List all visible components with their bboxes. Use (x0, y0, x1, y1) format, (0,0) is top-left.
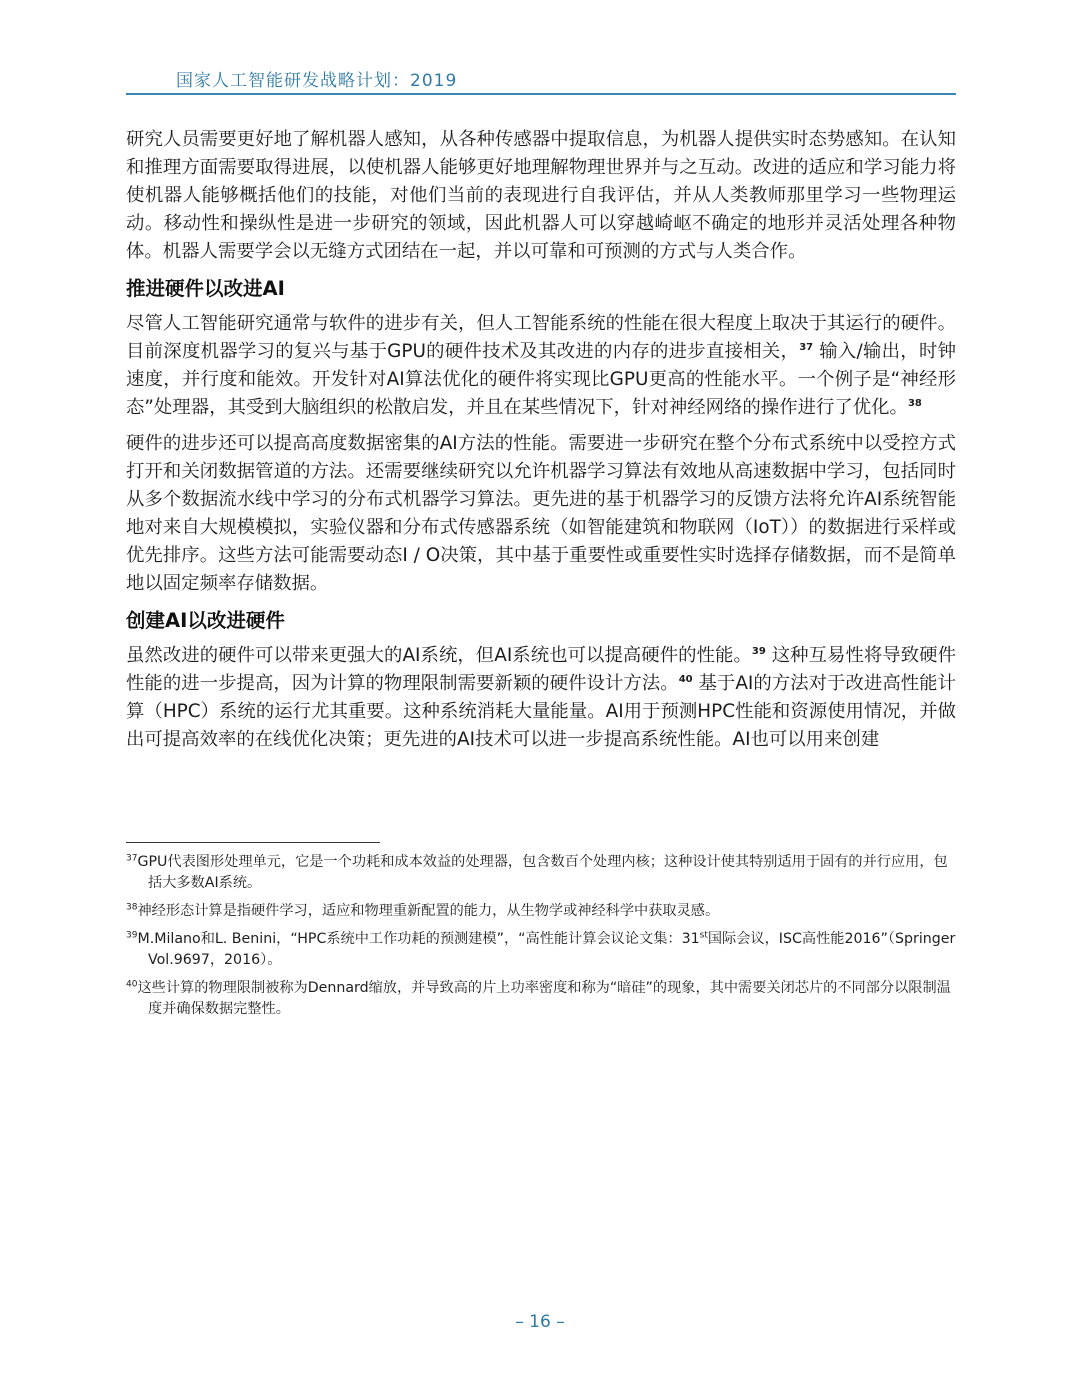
footnote-number: 40 (126, 979, 138, 990)
footnote-ref-39[interactable]: 39 (751, 645, 766, 657)
paragraph-hardware-performance (126, 310, 956, 422)
paragraph-text: 尽管人工智能研究通常与软件的进步有关，但人工智能系统的性能在很大程度上取决于其运行的硬件。目前深度机器学习的复兴与基于GPU的硬件技术及其改进的内存的进步直接相关， (126, 313, 956, 362)
section-heading-hardware-for-ai: 推进硬件以改进AI (126, 277, 285, 300)
section-heading-ai-for-hardware: 创建AI以改进硬件 (126, 609, 285, 632)
running-header: 国家人工智能研发战略计划：2019 (176, 71, 458, 91)
footnote-39 (126, 929, 956, 971)
footnote-number: 37 (126, 853, 138, 864)
footnotes (126, 852, 956, 1027)
page-number: – 16 – (515, 1312, 565, 1332)
paragraph-text: 这种互易性将导致硬件性能的进一步提高，因为计算的物理限制需要新颖的硬件设计方法。 (126, 645, 956, 694)
footnote-text: 国际会议，ISC高性能2016”（Springer Vol.9697，2016）。 (148, 931, 956, 968)
paragraph-data-intensive: 硬件的进步还可以提高高度数据密集的AI方法的性能。需要进一步研究在整个分布式系统中以受控方式打开和关闭数据管道的方法。还需要继续研究以允许机器学习算法有效地从高速数据中学习，包括同时从多个数据流水线中学习的分布式机器学习算法。更先进的基于机器学习的反馈方法将允许AI系统智能地对来自大规模模拟，实验仪器和分布式传感器系统（如智能建筑和物联网（IoT））的数据进行采样或优先排序。这些方法可能需要动态I / O决策，其中基于重要性或重要性实时选择存储数据，而不是简单地以固定频率存储数据。 (126, 433, 956, 594)
footnote-ref-37[interactable]: 37 (799, 341, 814, 353)
footnote-40 (126, 978, 956, 1020)
footnote-separator (126, 842, 380, 843)
footnote-number: 39 (126, 930, 138, 941)
paragraph-text: 输入/输出，时钟速度，并行度和能效。开发针对AI算法优化的硬件将实现比GPU更高的性能水平。一个例子是“神经形态”处理器，其受到大脑组织的松散启发，并且在某些情况下，针对神经网络的操作进行了优化。 (126, 341, 956, 418)
paragraph-robotics: 研究人员需要更好地了解机器人感知，从各种传感器中提取信息，为机器人提供实时态势感知。在认知和推理方面需要取得进展，以使机器人能够更好地理解物理世界并与之互动。改进的适应和学习能力将使机器人能够概括他们的技能，对他们当前的表现进行自我评估，并从人类教师那里学习一些物理运动。移动性和操纵性是进一步研究的领域，因此机器人可以穿越崎岖不确定的地形并灵活处理各种物体。机器人需要学会以无缝方式团结在一起，并以可靠和可预测的方式与人类合作。 (126, 129, 956, 262)
footnote-text: GPU代表图形处理单元，它是一个功耗和成本效益的处理器，包含数百个处理内核；这种设计使其特别适用于固有的并行应用，包括大多数AI系统。 (137, 854, 948, 891)
footnote-ref-38[interactable]: 38 (907, 397, 922, 409)
footnote-number: 38 (126, 902, 138, 913)
header-rule (126, 93, 956, 95)
ordinal-suffix: st (699, 930, 708, 941)
footnote-text: 这些计算的物理限制被称为Dennard缩放，并导致高的片上功率密度和称为“暗硅”的现象，其中需要关闭芯片的不同部分以限制温度并确保数据完整性。 (137, 980, 951, 1017)
main-content (126, 126, 956, 762)
paragraph-text: 虽然改进的硬件可以带来更强大的AI系统，但AI系统也可以提高硬件的性能。 (126, 645, 752, 666)
footnote-text: M.Milano和L. Benini，“HPC系统中工作功耗的预测建模”，“高性能计算会议论文集：31 (137, 931, 700, 947)
footnote-ref-40[interactable]: 40 (678, 673, 693, 685)
footnote-38 (126, 901, 956, 922)
paragraph-ai-improves-hardware (126, 642, 956, 754)
paragraph-text: 基于AI的方法对于改进高性能计算（HPC）系统的运行尤其重要。这种系统消耗大量能量。AI用于预测HPC性能和资源使用情况，并做出可提高效率的在线优化决策；更先进的AI技术可以进一步提高系统性能。AI也可以用来创建 (126, 673, 956, 750)
footnote-text: 神经形态计算是指硬件学习，适应和物理重新配置的能力，从生物学或神经科学中获取灵感。 (137, 903, 720, 919)
footnote-37 (126, 852, 956, 894)
